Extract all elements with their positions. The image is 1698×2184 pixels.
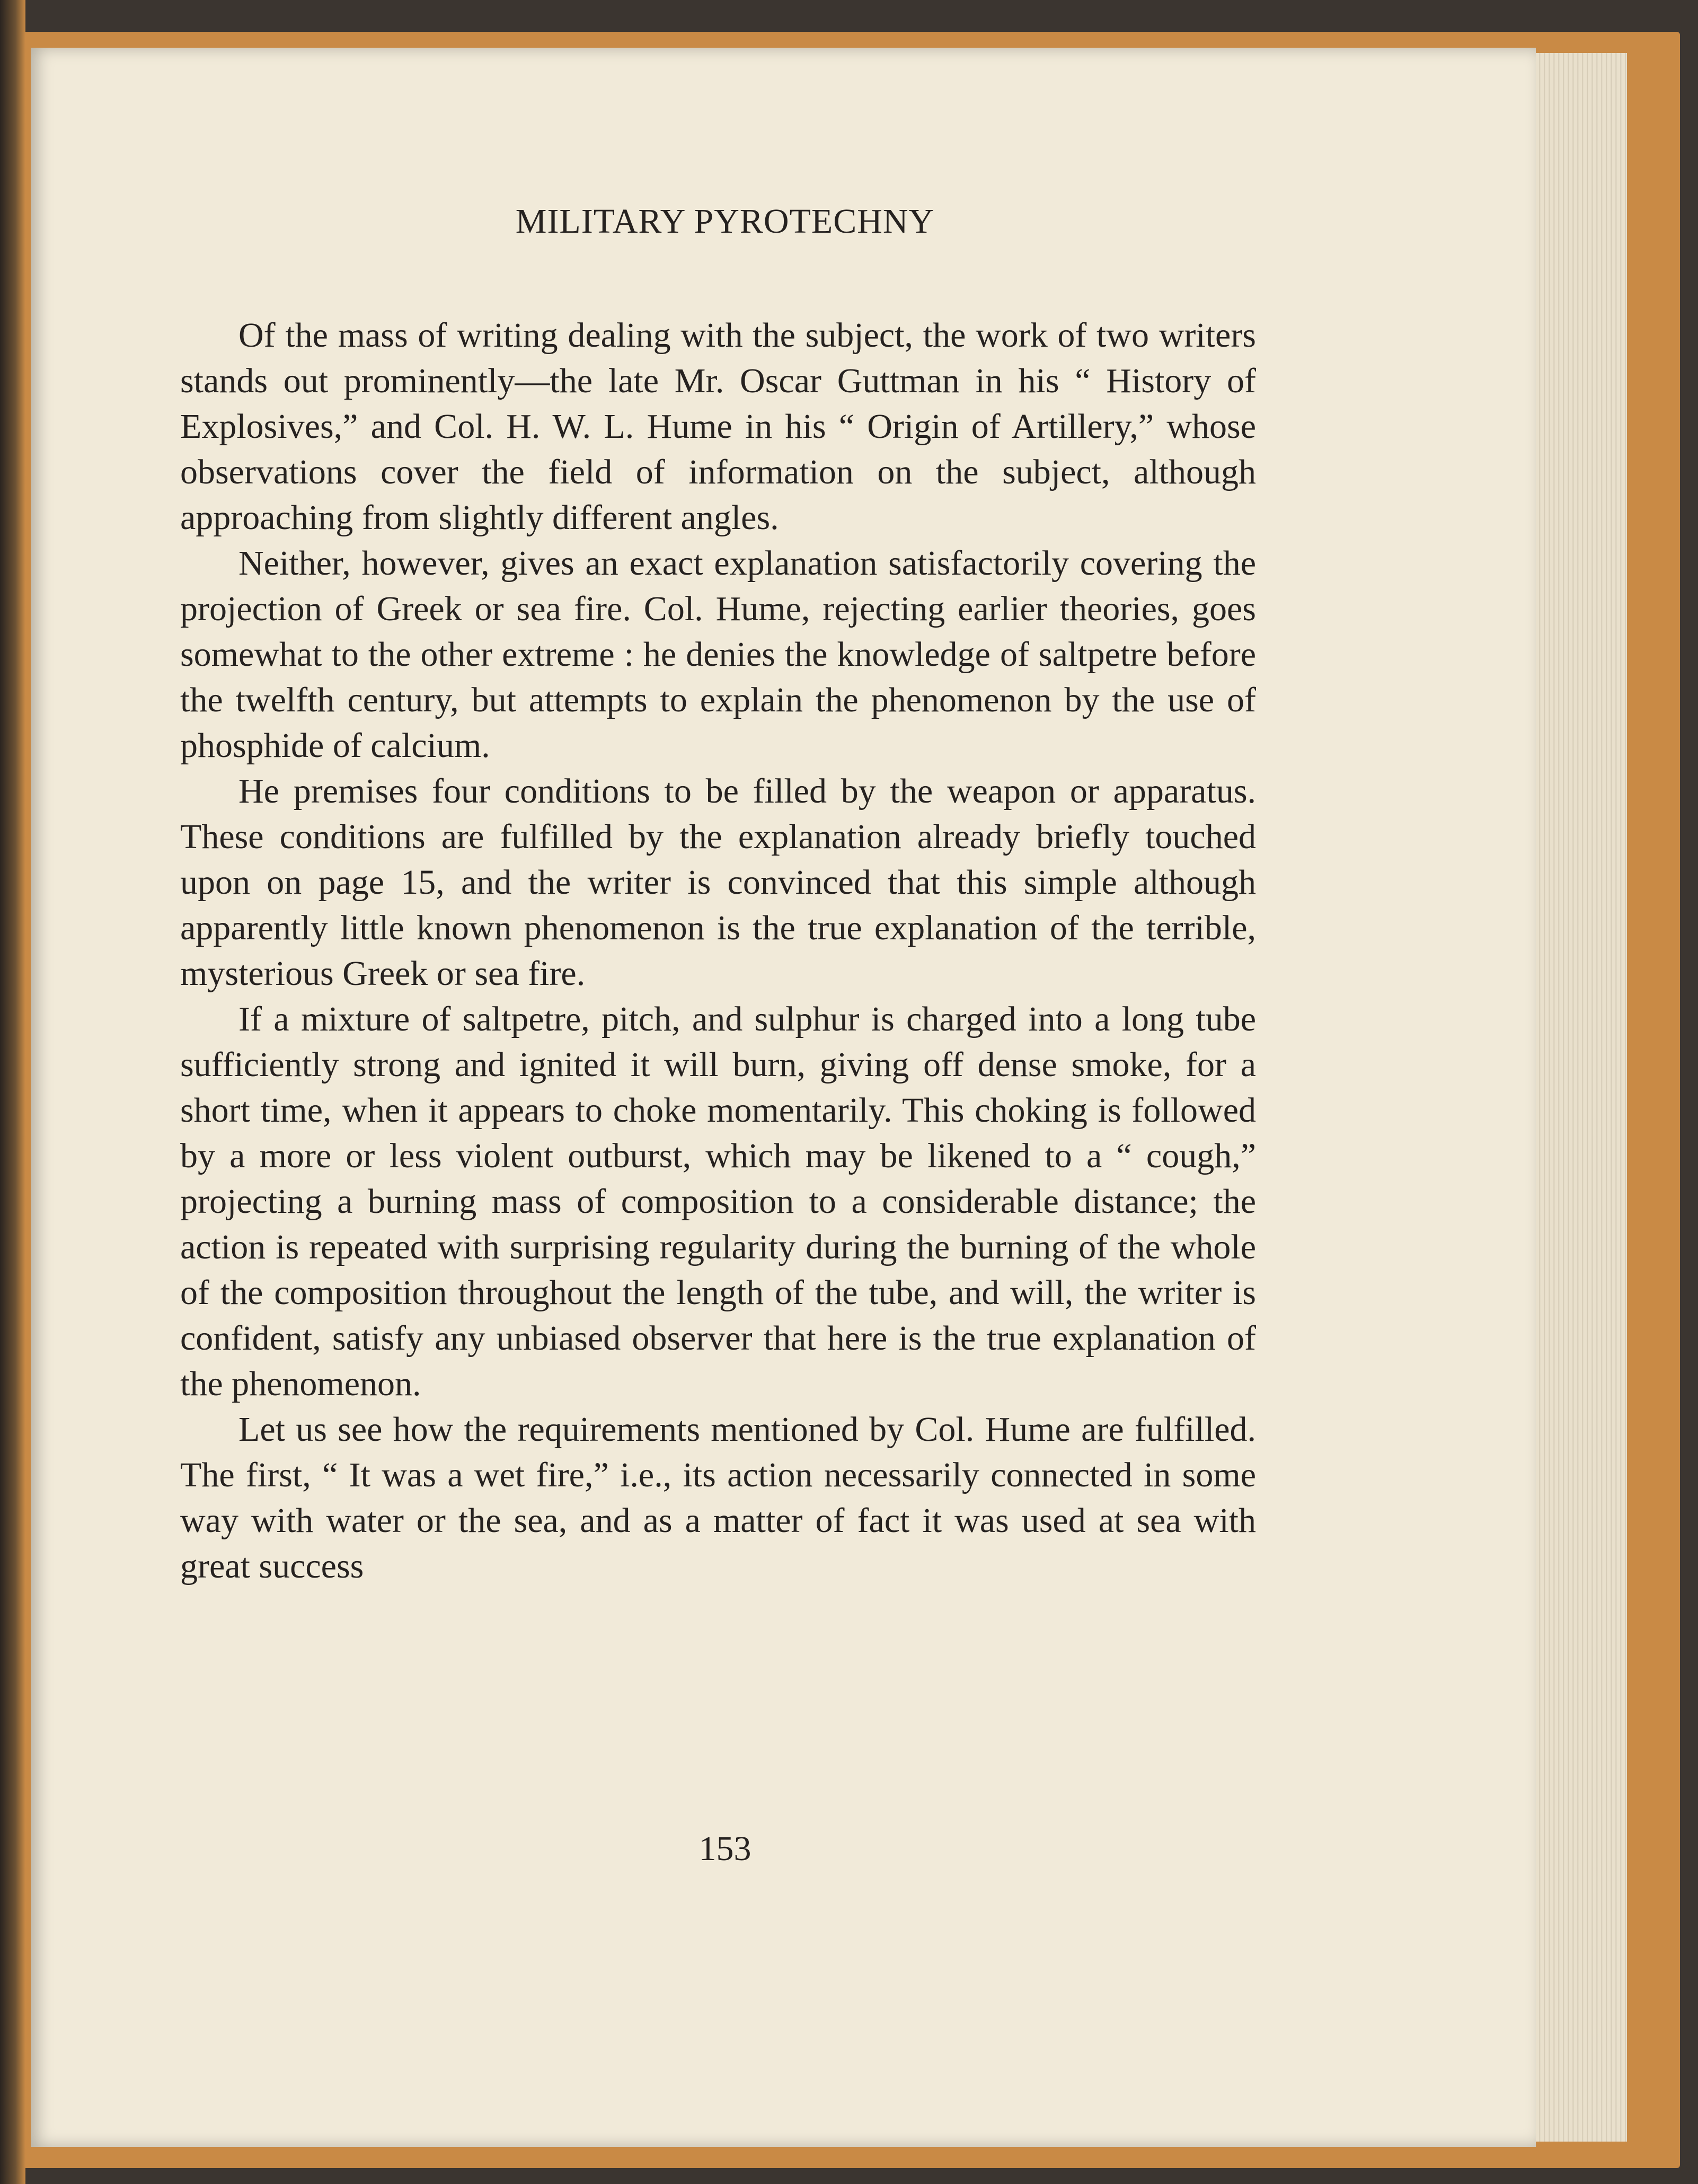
running-head: MILITARY PYROTECHNY <box>515 202 935 241</box>
book-page <box>31 48 1536 2147</box>
book-spine-shadow <box>0 0 25 2184</box>
body-text <box>180 313 1256 1589</box>
paragraph-2: Neither, however, gives an exact explanation satisfactorily covering the projection of Greek or sea fire. Col. Hume, rejecting earlier theories, goes somewhat to the other extreme : he denies the knowledge of saltpetre before the twelfth century, but attempts to explain the phenomenon by the use of phosphide of calcium. <box>180 544 1256 765</box>
paragraph-4: If a mixture of saltpetre, pitch, and sulphur is charged into a long tube sufficiently strong and ignited it will burn, giving off dense smoke, for a short time, when it appears to choke momentarily. This choking is followed by a more or less violent outburst, which may be likened to a “ cough,” projecting a burning mass of composition to a considerable distance; the action is repeated with surprising regularity during the burning of the whole of the composition throughout the length of the tube, and will, the writer is confident, satisfy any unbiased observer that here is the true explanation of the phenomenon. <box>180 1000 1256 1403</box>
paragraph-1: Of the mass of writing dealing with the subject, the work of two writers stands out prominently—the late Mr. Oscar Guttman in his “ History of Explosives,” and Col. H. W. L. Hume in his “ Origin of Artillery,” whose observations cover the field of information on the subject, although approaching from slightly different angles. <box>180 316 1256 537</box>
page-number: 153 <box>698 1829 751 1868</box>
page-edges <box>1526 53 1627 2142</box>
paragraph-3: He premises four conditions to be filled by the weapon or apparatus. These conditions are fulfilled by the explanation already briefly touched upon on page 15, and the writer is convinced that this simple although apparently little known phenomenon is the true explanation of the terrible, mysterious Greek or sea fire. <box>180 772 1256 993</box>
paragraph-5: Let us see how the requirements mentioned by Col. Hume are fulfilled. The first, “ It was a wet fire,” i.e., its action necessarily connected in some way with water or the sea, and as a matter of fact it was used at sea with great success <box>180 1410 1256 1586</box>
